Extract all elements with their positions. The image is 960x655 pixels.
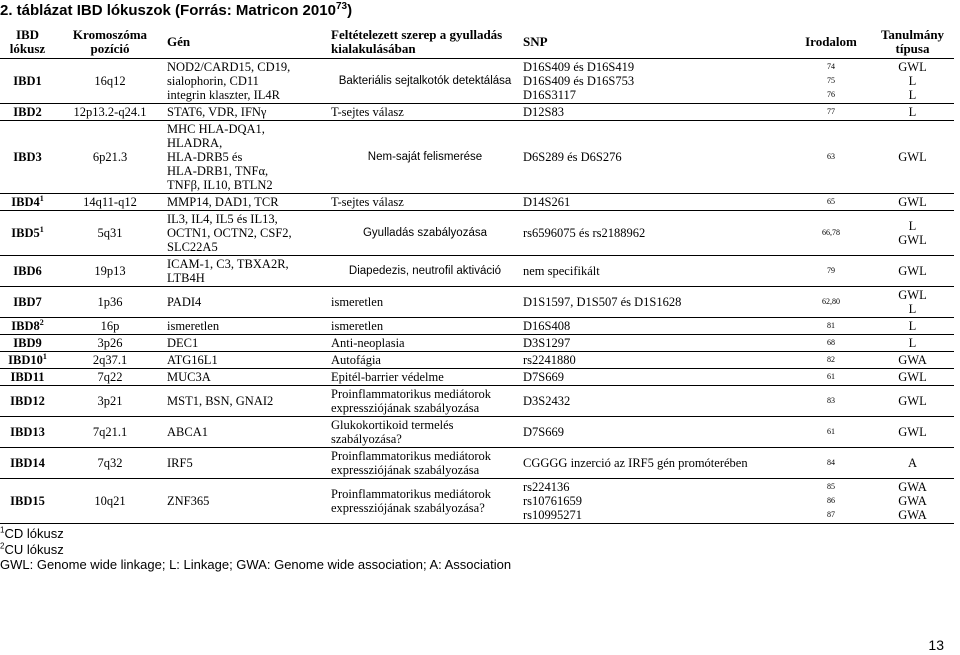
study-type: GWL bbox=[898, 288, 927, 302]
gene-cell bbox=[165, 59, 329, 104]
gene-cell bbox=[165, 318, 329, 335]
snp-line: D14S261 bbox=[523, 195, 571, 209]
role-cell bbox=[329, 352, 521, 369]
reference-number: 87 bbox=[827, 510, 835, 519]
study-type-cell bbox=[871, 59, 954, 104]
study-type-cell bbox=[871, 479, 954, 524]
table-caption bbox=[0, 2, 352, 19]
snp-cell bbox=[521, 287, 791, 318]
gene-line: NOD2/CARD15, CD19, bbox=[167, 60, 291, 74]
reference-number: 81 bbox=[827, 321, 835, 330]
gene-line: MHC HLA-DQA1, bbox=[167, 122, 265, 136]
snp-cell bbox=[521, 256, 791, 287]
locus-id: IBD3 bbox=[13, 150, 42, 164]
snp-line: rs10761659 bbox=[523, 494, 583, 508]
gene-line: LTB4H bbox=[167, 271, 205, 285]
gene-cell bbox=[165, 448, 329, 479]
references-cell bbox=[791, 211, 871, 256]
reference-number: 61 bbox=[827, 372, 835, 381]
locus-id: IBD5 bbox=[11, 226, 40, 240]
gene-line: ismeretlen bbox=[167, 319, 220, 333]
references-cell bbox=[791, 369, 871, 386]
role-cell bbox=[329, 287, 521, 318]
snp-cell bbox=[521, 318, 791, 335]
role-line: T-sejtes válasz bbox=[331, 105, 404, 119]
study-type-cell bbox=[871, 318, 954, 335]
study-type-cell bbox=[871, 386, 954, 417]
table-row bbox=[0, 448, 954, 479]
study-type: L bbox=[908, 219, 917, 233]
locus-footnote-marker: 2 bbox=[39, 317, 44, 327]
chromosome-position-cell bbox=[55, 386, 165, 417]
study-type: L bbox=[908, 302, 917, 316]
gene-cell bbox=[165, 386, 329, 417]
role-cell bbox=[329, 318, 521, 335]
role-line: Epitél-barrier védelme bbox=[331, 370, 444, 384]
references-cell bbox=[791, 479, 871, 524]
reference-number: 63 bbox=[827, 152, 835, 161]
reference-number: 62,80 bbox=[822, 297, 840, 306]
snp-cell bbox=[521, 369, 791, 386]
role-cell bbox=[329, 479, 521, 524]
chromosome-position: 7q22 bbox=[97, 370, 123, 384]
reference-number: 83 bbox=[827, 396, 835, 405]
gene-line: DEC1 bbox=[167, 336, 199, 350]
gene-cell bbox=[165, 256, 329, 287]
role-line: expressziójának szabályozása bbox=[331, 401, 480, 415]
gene-line: IRF5 bbox=[167, 456, 193, 470]
chromosome-position: 6p21.3 bbox=[92, 150, 128, 164]
locus-cell bbox=[0, 335, 55, 352]
gene-cell bbox=[165, 369, 329, 386]
locus-id: IBD8 bbox=[11, 319, 40, 333]
gene-cell bbox=[165, 121, 329, 194]
study-type: GWL bbox=[898, 370, 927, 384]
table-row bbox=[0, 369, 954, 386]
role-line: Autofágia bbox=[331, 353, 381, 367]
gene-cell bbox=[165, 352, 329, 369]
table-row bbox=[0, 59, 954, 104]
locus-footnote-marker: 1 bbox=[39, 224, 44, 234]
locus-cell bbox=[0, 256, 55, 287]
study-type: A bbox=[907, 456, 918, 470]
study-type: GWA bbox=[898, 494, 927, 508]
role-line: Proinflammatorikus mediátorok bbox=[331, 387, 492, 401]
locus-footnote-marker: 1 bbox=[39, 193, 44, 203]
role-cell bbox=[329, 417, 521, 448]
table-row bbox=[0, 256, 954, 287]
reference-number: 75 bbox=[827, 76, 835, 85]
chromosome-position: 16q12 bbox=[94, 74, 126, 88]
chromosome-position: 10q21 bbox=[94, 494, 126, 508]
gene-cell bbox=[165, 479, 329, 524]
header-references: Irodalom bbox=[791, 26, 871, 59]
study-type: L bbox=[908, 88, 917, 102]
gene-line: HLADRA, bbox=[167, 136, 223, 150]
locus-cell bbox=[0, 448, 55, 479]
header-locus: IBD lókusz bbox=[0, 26, 55, 59]
role-line: Anti-neoplasia bbox=[331, 336, 405, 350]
gene-cell bbox=[165, 287, 329, 318]
reference-number: 61 bbox=[827, 427, 835, 436]
gene-line: TNFβ, IL10, BTLN2 bbox=[167, 178, 273, 192]
chromosome-position-cell bbox=[55, 211, 165, 256]
study-type-cell bbox=[871, 417, 954, 448]
snp-line: D7S669 bbox=[523, 425, 564, 439]
snp-cell bbox=[521, 448, 791, 479]
gene-line: MMP14, DAD1, TCR bbox=[167, 195, 279, 209]
role-cell bbox=[329, 121, 521, 194]
role-cell bbox=[329, 104, 521, 121]
study-type: GWL bbox=[898, 394, 927, 408]
locus-cell bbox=[0, 417, 55, 448]
gene-line: ZNF365 bbox=[167, 494, 210, 508]
gene-line: HLA-DRB1, TNFα, bbox=[167, 164, 269, 178]
snp-line: D6S289 és D6S276 bbox=[523, 150, 622, 164]
locus-id: IBD1 bbox=[13, 74, 42, 88]
snp-cell bbox=[521, 479, 791, 524]
study-type: GWL bbox=[898, 233, 927, 247]
chromosome-position: 3p26 bbox=[97, 336, 123, 350]
gene-cell bbox=[165, 335, 329, 352]
locus-cell bbox=[0, 104, 55, 121]
header-snp: SNP bbox=[521, 26, 791, 59]
table-row bbox=[0, 386, 954, 417]
chromosome-position-cell bbox=[55, 479, 165, 524]
chromosome-position: 2q37.1 bbox=[92, 353, 128, 367]
gene-line: SLC22A5 bbox=[167, 240, 218, 254]
reference-number: 76 bbox=[827, 90, 835, 99]
snp-line: D3S1297 bbox=[523, 336, 571, 350]
gene-line: sialophorin, CD11 bbox=[167, 74, 259, 88]
gene-line: ICAM-1, C3, TBXA2R, bbox=[167, 257, 289, 271]
study-type: L bbox=[908, 336, 917, 350]
role-cell bbox=[329, 386, 521, 417]
snp-line: rs2241880 bbox=[523, 353, 576, 367]
footnote-2-text: CU lókusz bbox=[4, 541, 64, 557]
snp-cell bbox=[521, 417, 791, 448]
study-type-cell bbox=[871, 369, 954, 386]
snp-line: D7S669 bbox=[523, 370, 564, 384]
chromosome-position: 12p13.2-q24.1 bbox=[73, 105, 147, 119]
chromosome-position: 7q21.1 bbox=[92, 425, 128, 439]
gene-line: OCTN1, OCTN2, CSF2, bbox=[167, 226, 292, 240]
table-row bbox=[0, 104, 954, 121]
study-type-cell bbox=[871, 335, 954, 352]
role-line: expressziójának szabályozása bbox=[331, 463, 480, 477]
references-cell bbox=[791, 287, 871, 318]
references-cell bbox=[791, 352, 871, 369]
locus-id: IBD2 bbox=[13, 105, 42, 119]
role-cell bbox=[329, 194, 521, 211]
locus-cell bbox=[0, 59, 55, 104]
gene-line: STAT6, VDR, IFNγ bbox=[167, 105, 267, 119]
references-cell bbox=[791, 417, 871, 448]
chromosome-position: 1p36 bbox=[97, 295, 123, 309]
table-row bbox=[0, 194, 954, 211]
chromosome-position: 7q32 bbox=[97, 456, 123, 470]
snp-line: rs6596075 és rs2188962 bbox=[523, 226, 646, 240]
references-cell bbox=[791, 59, 871, 104]
locus-cell bbox=[0, 121, 55, 194]
chromosome-position-cell bbox=[55, 369, 165, 386]
snp-line: CGGGG inzerció az IRF5 gén promóterében bbox=[523, 456, 748, 470]
header-gene: Gén bbox=[165, 26, 329, 59]
caption-close: ) bbox=[347, 2, 353, 19]
reference-number: 68 bbox=[827, 338, 835, 347]
table-row bbox=[0, 318, 954, 335]
locus-cell bbox=[0, 352, 55, 369]
snp-line: nem specifikált bbox=[523, 264, 600, 278]
chromosome-position: 5q31 bbox=[97, 226, 123, 240]
snp-cell bbox=[521, 335, 791, 352]
snp-line: D16S408 bbox=[523, 319, 571, 333]
snp-cell bbox=[521, 386, 791, 417]
table-row bbox=[0, 352, 954, 369]
study-type: GWL bbox=[898, 264, 927, 278]
locus-id: IBD9 bbox=[13, 336, 42, 350]
snp-line: D16S409 és D16S753 bbox=[523, 74, 635, 88]
table-body bbox=[0, 59, 954, 524]
references-cell bbox=[791, 318, 871, 335]
reference-number: 65 bbox=[827, 197, 835, 206]
reference-number: 74 bbox=[827, 62, 835, 71]
reference-number: 66,78 bbox=[822, 228, 840, 237]
study-type-cell bbox=[871, 287, 954, 318]
study-type: GWL bbox=[898, 425, 927, 439]
header-chromosome-position: Kromoszóma pozíció bbox=[55, 26, 165, 59]
gene-cell bbox=[165, 211, 329, 256]
snp-line: D1S1597, D1S507 és D1S1628 bbox=[523, 295, 682, 309]
chromosome-position-cell bbox=[55, 352, 165, 369]
locus-cell bbox=[0, 369, 55, 386]
study-type-cell bbox=[871, 448, 954, 479]
references-cell bbox=[791, 256, 871, 287]
locus-cell bbox=[0, 287, 55, 318]
chromosome-position-cell bbox=[55, 318, 165, 335]
gene-line: MST1, BSN, GNAI2 bbox=[167, 394, 274, 408]
snp-line: D12S83 bbox=[523, 105, 564, 119]
chromosome-position: 3p21 bbox=[97, 394, 123, 408]
footnote-1 bbox=[0, 526, 511, 542]
role-line: T-sejtes válasz bbox=[331, 195, 404, 209]
references-cell bbox=[791, 104, 871, 121]
abbreviation-legend: GWL: Genome wide linkage; L: Linkage; GWA: Genome wide association; A: Association bbox=[0, 557, 512, 572]
role-line: expressziójának szabályozása? bbox=[331, 501, 485, 515]
study-type: L bbox=[908, 319, 917, 333]
locus-cell bbox=[0, 386, 55, 417]
chromosome-position-cell bbox=[55, 104, 165, 121]
role-cell bbox=[329, 448, 521, 479]
locus-id: IBD13 bbox=[10, 425, 45, 439]
study-type-cell bbox=[871, 352, 954, 369]
chromosome-position-cell bbox=[55, 417, 165, 448]
role-line: Glukokortikoid termelés bbox=[331, 418, 454, 432]
locus-id: IBD11 bbox=[10, 370, 45, 384]
study-type-cell bbox=[871, 211, 954, 256]
snp-cell bbox=[521, 352, 791, 369]
footnotes bbox=[0, 526, 511, 573]
references-cell bbox=[791, 194, 871, 211]
header-role: Feltételezett szerep a gyulladás kialakulásában bbox=[329, 26, 521, 59]
reference-number: 77 bbox=[827, 107, 835, 116]
locus-cell bbox=[0, 479, 55, 524]
role-cell bbox=[329, 256, 521, 287]
study-type: GWL bbox=[898, 60, 927, 74]
study-type-cell bbox=[871, 121, 954, 194]
table-row bbox=[0, 211, 954, 256]
gene-line: PADI4 bbox=[167, 295, 202, 309]
references-cell bbox=[791, 335, 871, 352]
locus-id: IBD7 bbox=[13, 295, 42, 309]
role-line: Nem-saját felismerése bbox=[367, 151, 483, 163]
role-line: ismeretlen bbox=[331, 295, 384, 309]
locus-id: IBD14 bbox=[10, 456, 45, 470]
references-cell bbox=[791, 386, 871, 417]
chromosome-position-cell bbox=[55, 448, 165, 479]
study-type: GWL bbox=[898, 195, 927, 209]
locus-cell bbox=[0, 318, 55, 335]
footnote-2 bbox=[0, 542, 511, 558]
role-cell bbox=[329, 369, 521, 386]
caption-text: 2. táblázat IBD lókuszok (Forrás: Matricon 2010 bbox=[0, 2, 336, 19]
snp-cell bbox=[521, 211, 791, 256]
role-line: Bakteriális sejtalkotók detektálása bbox=[338, 75, 512, 87]
table-row bbox=[0, 417, 954, 448]
snp-line: D3S2432 bbox=[523, 394, 571, 408]
gene-cell bbox=[165, 104, 329, 121]
chromosome-position-cell bbox=[55, 287, 165, 318]
snp-cell bbox=[521, 194, 791, 211]
study-type: L bbox=[908, 105, 917, 119]
table-header-row bbox=[0, 26, 954, 59]
snp-line: rs10995271 bbox=[523, 508, 583, 522]
reference-number: 82 bbox=[827, 355, 835, 364]
role-line: Diapedezis, neutrofil aktiváció bbox=[348, 265, 502, 277]
gene-line: ABCA1 bbox=[167, 425, 208, 439]
role-cell bbox=[329, 59, 521, 104]
study-type-cell bbox=[871, 194, 954, 211]
footnote-1-sup: 1 bbox=[0, 525, 5, 535]
role-line: szabályozása? bbox=[331, 432, 402, 446]
role-line: Proinflammatorikus mediátorok bbox=[331, 487, 492, 501]
reference-number: 85 bbox=[827, 482, 835, 491]
references-cell bbox=[791, 448, 871, 479]
chromosome-position: 14q11-q12 bbox=[83, 195, 137, 209]
role-cell bbox=[329, 335, 521, 352]
chromosome-position-cell bbox=[55, 121, 165, 194]
reference-number: 79 bbox=[827, 266, 835, 275]
locus-id: IBD12 bbox=[10, 394, 45, 408]
chromosome-position-cell bbox=[55, 194, 165, 211]
snp-line: D16S409 és D16S419 bbox=[523, 60, 635, 74]
role-line: Gyulladás szabályozása bbox=[362, 227, 487, 239]
footnote-2-sup: 2 bbox=[0, 541, 5, 551]
snp-line: D16S3117 bbox=[523, 88, 577, 102]
study-type: GWL bbox=[898, 150, 927, 164]
reference-number: 84 bbox=[827, 458, 835, 467]
chromosome-position-cell bbox=[55, 256, 165, 287]
role-line: ismeretlen bbox=[331, 319, 384, 333]
role-cell bbox=[329, 211, 521, 256]
locus-id: IBD4 bbox=[11, 195, 40, 209]
study-type-cell bbox=[871, 104, 954, 121]
study-type: L bbox=[908, 74, 917, 88]
gene-line: ATG16L1 bbox=[167, 353, 218, 367]
references-cell bbox=[791, 121, 871, 194]
snp-cell bbox=[521, 104, 791, 121]
table-row bbox=[0, 121, 954, 194]
gene-cell bbox=[165, 194, 329, 211]
ibd-loci-table bbox=[0, 26, 954, 524]
caption-ref-sup: 73 bbox=[335, 1, 348, 12]
gene-line: HLA-DRB5 és bbox=[167, 150, 243, 164]
reference-number: 86 bbox=[827, 496, 835, 505]
gene-line: IL3, IL4, IL5 és IL13, bbox=[167, 212, 278, 226]
locus-id: IBD6 bbox=[13, 264, 42, 278]
locus-cell bbox=[0, 194, 55, 211]
gene-line: MUC3A bbox=[167, 370, 211, 384]
table-row bbox=[0, 287, 954, 318]
header-study-type: Tanulmány típusa bbox=[871, 26, 954, 59]
locus-id: IBD15 bbox=[10, 494, 45, 508]
study-type-cell bbox=[871, 256, 954, 287]
study-type: GWA bbox=[898, 508, 927, 522]
role-line: Proinflammatorikus mediátorok bbox=[331, 449, 492, 463]
study-type: GWA bbox=[898, 480, 927, 494]
snp-line: rs224136 bbox=[523, 480, 570, 494]
gene-line: integrin klaszter, IL4R bbox=[167, 88, 281, 102]
snp-cell bbox=[521, 59, 791, 104]
chromosome-position: 16p bbox=[100, 319, 120, 333]
table-row bbox=[0, 479, 954, 524]
locus-footnote-marker: 1 bbox=[42, 351, 47, 361]
locus-cell bbox=[0, 211, 55, 256]
snp-cell bbox=[521, 121, 791, 194]
chromosome-position-cell bbox=[55, 335, 165, 352]
table-row bbox=[0, 335, 954, 352]
gene-cell bbox=[165, 417, 329, 448]
locus-id: IBD10 bbox=[8, 353, 43, 367]
chromosome-position: 19p13 bbox=[94, 264, 126, 278]
chromosome-position-cell bbox=[55, 59, 165, 104]
study-type: GWA bbox=[898, 353, 927, 367]
page-number: 13 bbox=[928, 637, 944, 653]
footnote-1-text: CD lókusz bbox=[4, 526, 64, 541]
